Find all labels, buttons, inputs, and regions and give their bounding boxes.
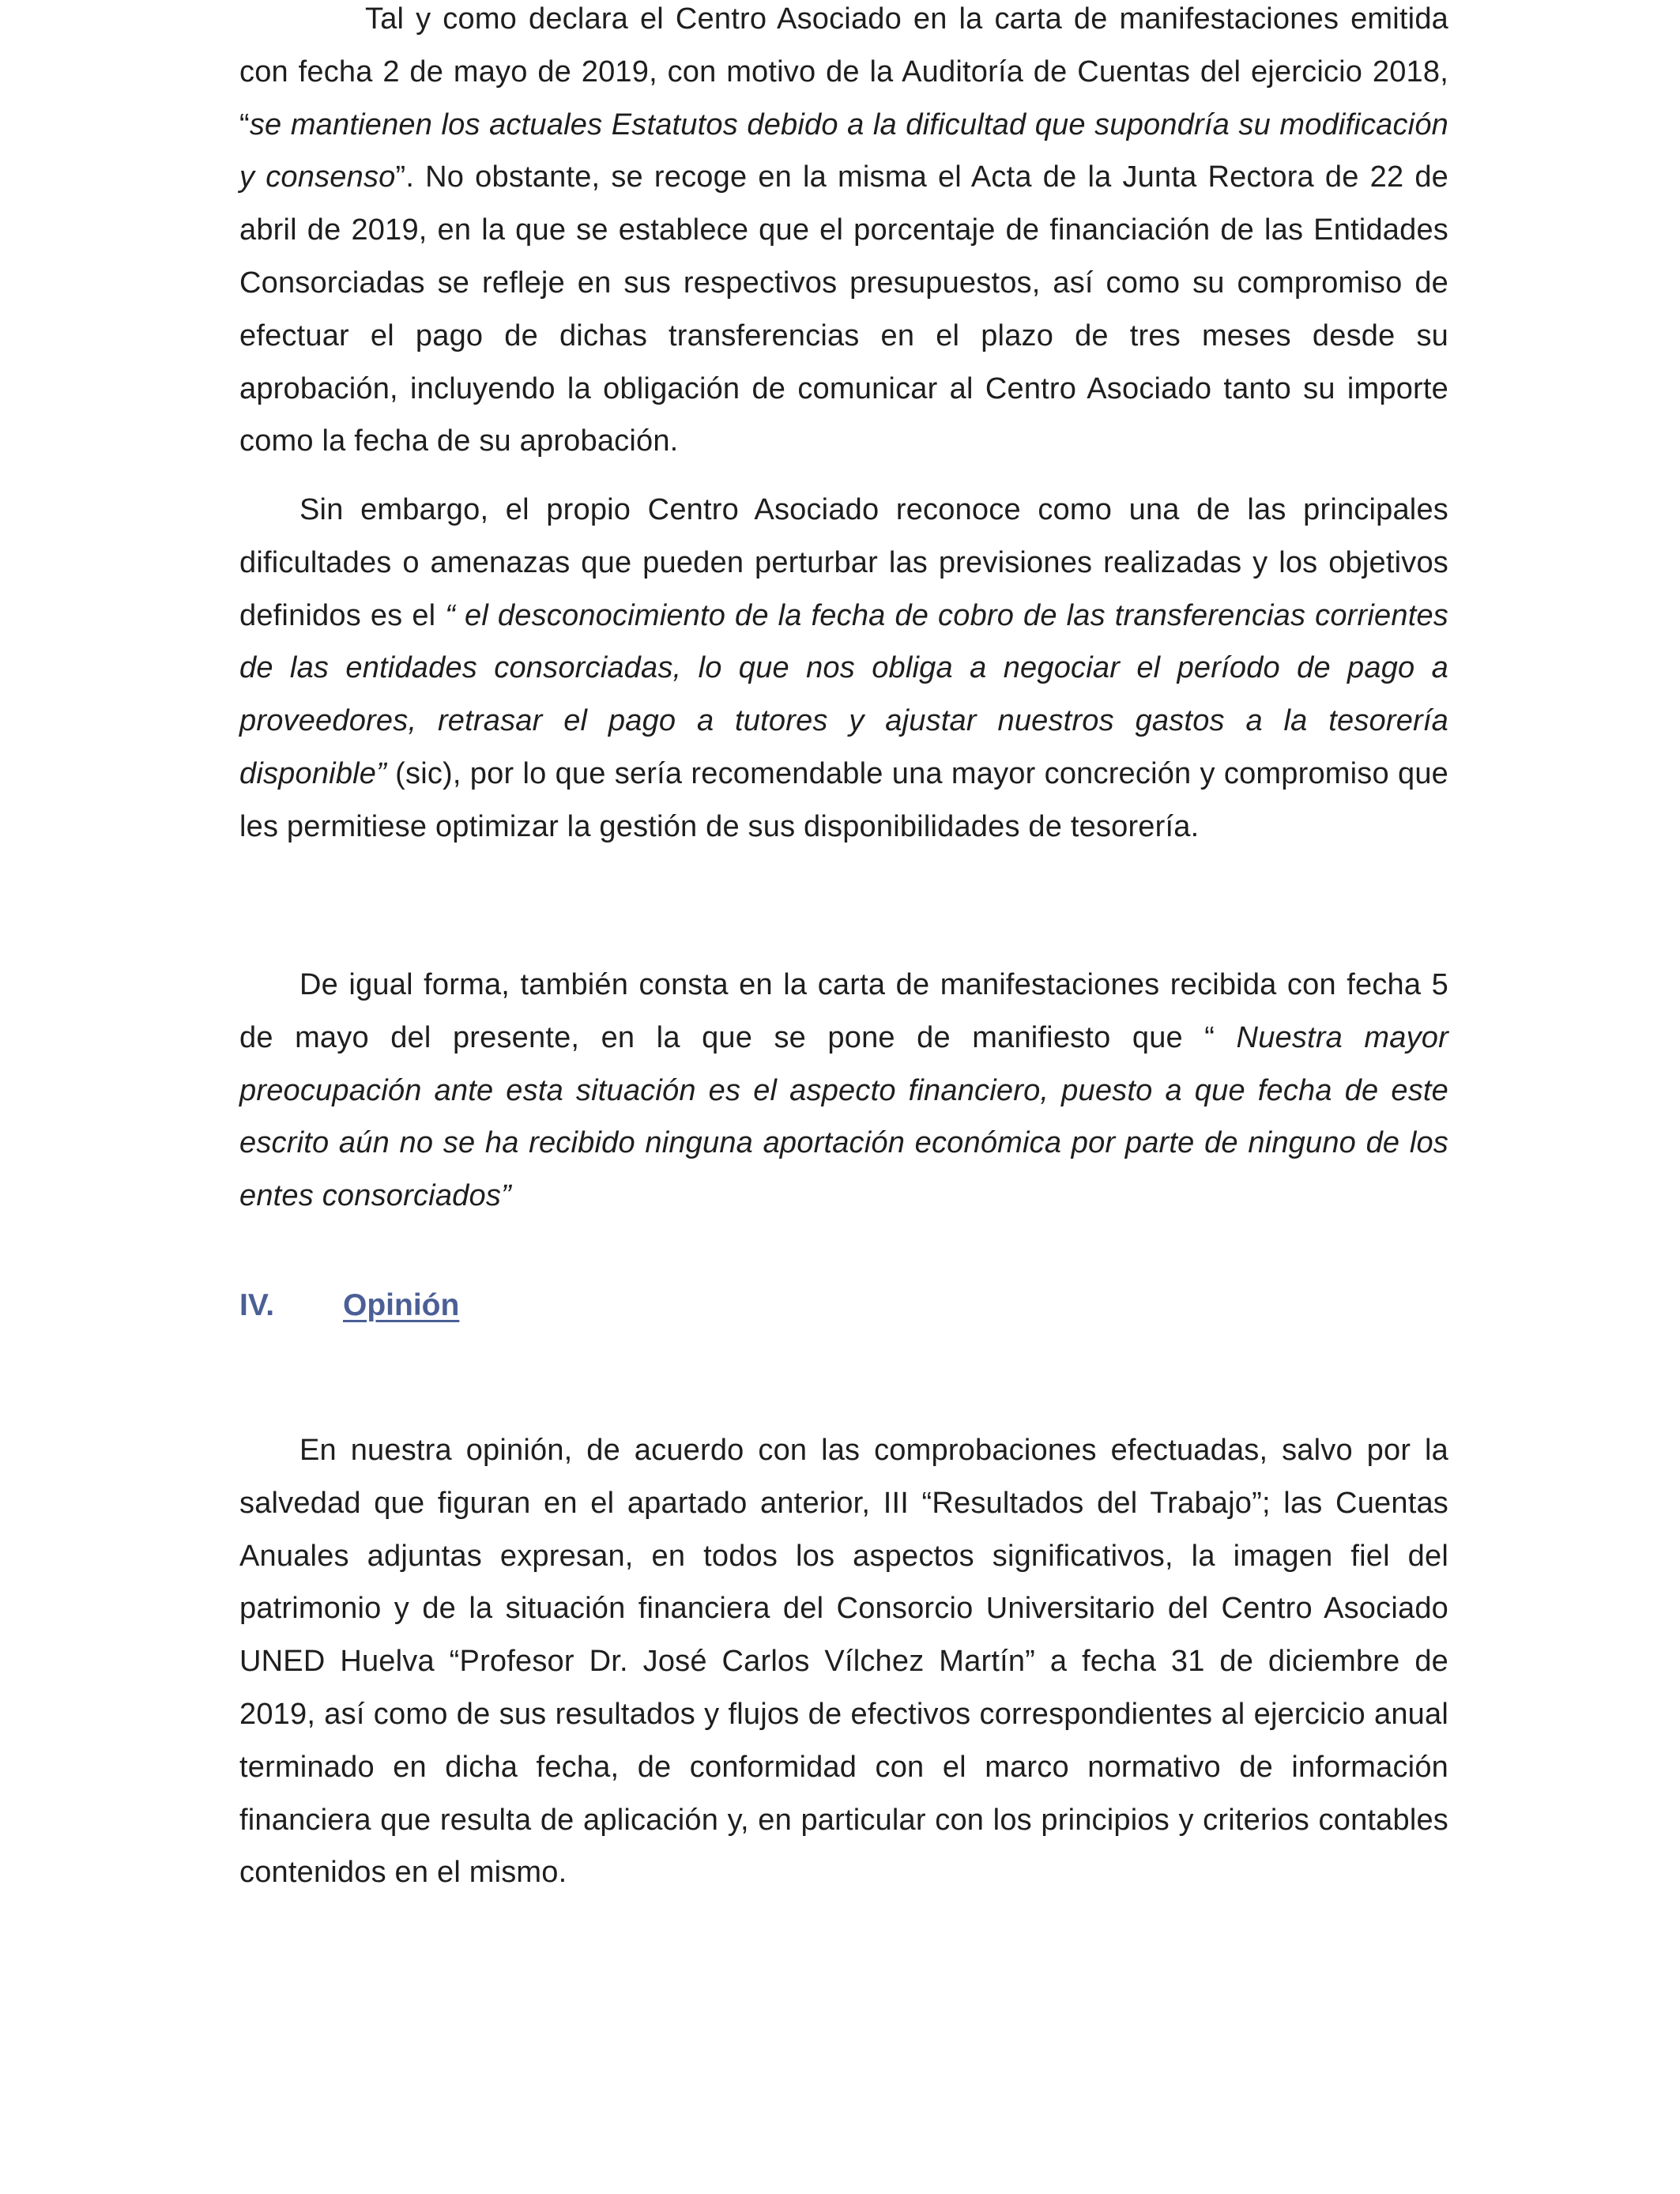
paragraph-4-text: En nuestra opinión, de acuerdo con las comprobaciones efectuadas, salvo por la salvedad que figuran en el apartado anterior, III “Resultados del Trabajo”; las Cuentas Anuales adjuntas expresan, en todos los aspectos significativos, la imagen fiel del patrimonio y de la situación financiera del Consorcio Universitario del Centro Asociado UNED Huelva “Profesor Dr. José Carlos Vílchez Martín” a fecha 31 de diciembre de 2019, así como de sus resultados y flujos de efectivos correspondientes al ejercicio anual terminado en dicha fecha, de conformidad con el marco normativo de información financiera que resulta de aplicación y, en particular con los principios y criterios contables contenidos en el mismo. [239,1434,1448,1890]
paragraph-2-quote: “ el desconocimiento de la fecha de cobro de las transferencias corrientes de las entidades consorciadas, lo que nos obliga a negociar el período de pago a proveedores, retrasar el pago a tutores y ajustar nuestros gastos a la tesorería disponible” [239,598,1448,790]
paragraph-opinion [239,1424,1448,1899]
paragraph-manifest-letter [239,959,1448,1223]
paragraph-1-quote: se mantienen los actuales Estatutos debido a la dificultad que supondría su modificación y consenso [239,107,1448,194]
paragraph-3-text-a: De igual forma, también consta en la carta de manifestaciones recibida con fecha 5 de mayo del presente, en la que se pone de manifiesto que “ [239,968,1448,1054]
section-title: Opinión [343,1288,460,1322]
paragraph-1-text-b: ”. No obstante, se recoge en la misma el Acta de la Junta Rectora de 22 de abril de 2019, en la que se establece que el porcentaje de financiación de las Entidades Consorciadas se refleje en sus respectivos presupuestos, así como su compromiso de efectuar el pago de dichas transferencias en el plazo de tres meses desde su aprobación, incluyendo la obligación de comunicar al Centro Asociado tanto su importe como la fecha de su aprobación. [239,160,1448,458]
section-number: IV. [239,1288,275,1322]
paragraph-2-text-a: Sin embargo, el propio Centro Asociado reconoce como una de las principales dificultades o amenazas que pueden perturbar las previsiones realizadas y los objetivos definidos es el [239,493,1448,632]
paragraph-1-text-a: Tal y como declara el Centro Asociado en la carta de manifestaciones emitida con fecha 2 de mayo de 2019, con motivo de la Auditoría de Cuentas del ejercicio 2018, “ [239,2,1448,141]
paragraph-statutes [239,0,1448,468]
paragraph-3-quote: Nuestra mayor preocupación ante esta situación es el aspecto financiero, puesto a que fecha de este escrito aún no se ha recibido ninguna aportación económica por parte de ninguno de los entes consorciados” [239,1020,1448,1213]
paragraph-2-text-b: (sic), por lo que sería recomendable una mayor concreción y compromiso que les permitiese optimizar la gestión de sus disponibilidades de tesorería. [239,756,1448,843]
paragraph-difficulties [239,484,1448,854]
